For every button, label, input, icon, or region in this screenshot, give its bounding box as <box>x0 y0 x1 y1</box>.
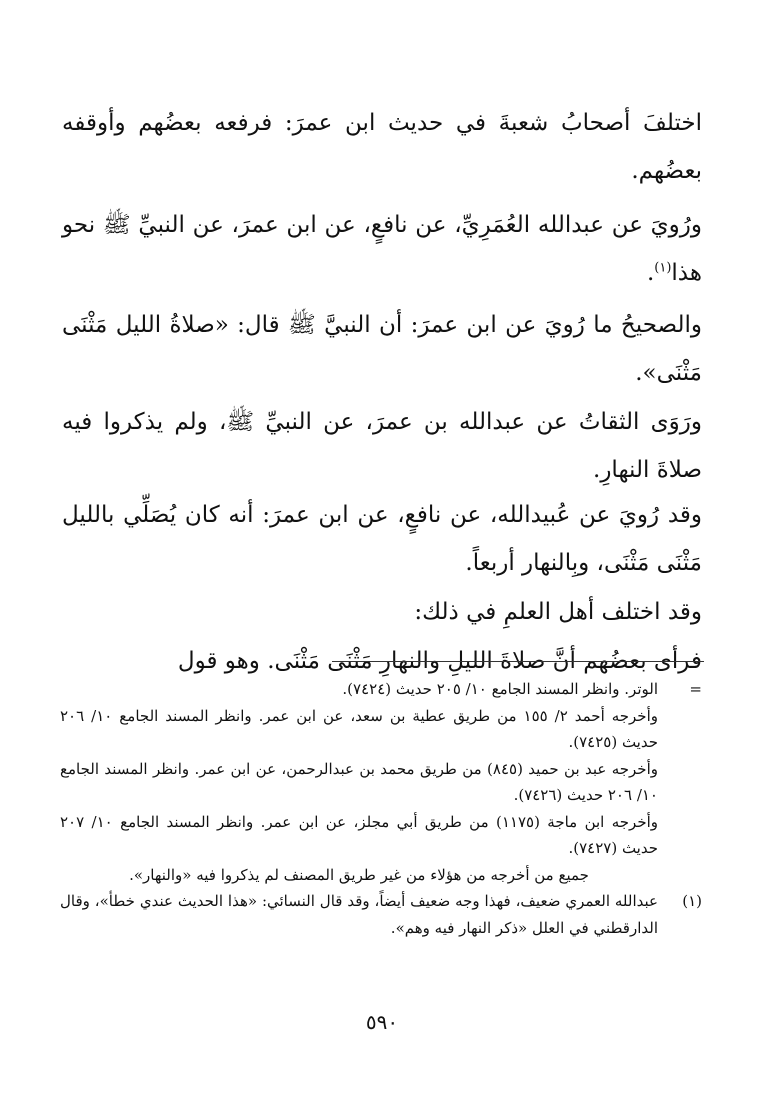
paragraph-2-end: . <box>646 260 655 286</box>
paragraph-2 <box>62 201 702 297</box>
footnote-1-marker: (١) <box>682 892 702 910</box>
footnote-1-text: عبدالله العمري ضعيف، فهذا وجه ضعيف أيضاً، وقد قال النسائي: «هذا الحديث عندي خطأ»، وقال الدارقطني في العلل «ذكر النهار فيه وهم». <box>60 892 658 937</box>
footnote-line: وأخرجه ابن ماجة (١١٧٥) من طريق أبي مجلز، عن ابن عمر. وانظر المسند الجامع ١٠/ ٢٠٧ حديث (٧٤٢٧). <box>60 812 658 857</box>
footnotes <box>60 676 702 941</box>
footnote-divider <box>332 661 704 662</box>
continuation-marker: = <box>689 680 702 698</box>
paragraph-1: اختلفَ أصحابُ شعبةَ في حديث ابن عمرَ: فرفعه بعضُهم وأوقفه بعضُهم. <box>62 110 702 184</box>
footnote-line: وأخرجه عبد بن حميد (٨٤٥) من طريق محمد بن عبدالرحمن، عن ابن عمر. وانظر المسند الجامع ١٠/ ٢٠٦ حديث (٧٤٢٦). <box>60 759 658 804</box>
footnote-reference-1: (١) <box>654 260 672 276</box>
paragraph-5: وقد رُويَ عن عُبيدالله، عن نافعٍ، عن ابن عمرَ: أنه كان يُصَلِّي بالليل مَثْنَى مَثْنَى، وبِالنهار أربعاً. <box>62 502 702 576</box>
footnote-continuation <box>60 676 702 862</box>
paragraph-2-text: ورُويَ عن عبدالله العُمَرِيِّ، عن نافعٍ، عن ابن عمرَ، عن النبيِّ ﷺ نحو هذا <box>62 212 702 286</box>
paragraph-6: وقد اختلف أهل العلمِ في ذلك: <box>414 599 702 625</box>
footnote-line: وأخرجه أحمد ٢/ ١٥٥ من طريق عطية بن سعد، عن ابن عمر. وانظر المسند الجامع ١٠/ ٢٠٦ حديث (٧٤٢٥). <box>60 706 658 751</box>
footnote-summary: جميع من أخرجه من هؤلاء من غير طريق المصنف لم يذكروا فيه «والنهار». <box>129 865 589 884</box>
paragraph-7: فرأى بعضُهم أنَّ صلاةَ الليلِ والنهارِ مَثْنَى مَثْنَى. وهو قول <box>177 648 702 674</box>
footnote-1 <box>60 888 702 941</box>
paragraph-3: والصحيحُ ما رُويَ عن ابن عمرَ: أن النبيَّ ﷺ قال: «صلاةُ الليل مَثْنَى مَثْنَى». <box>62 312 702 386</box>
paragraph-4: ورَوَى الثقاتُ عن عبدالله بن عمرَ، عن النبيِّ ﷺ، ولم يذكروا فيه صلاةَ النهارِ. <box>62 409 703 483</box>
footnote-line: الوتر. وانظر المسند الجامع ١٠/ ٢٠٥ حديث (٧٤٢٤). <box>342 680 658 698</box>
page-number: ٥٩٠ <box>365 1010 399 1034</box>
